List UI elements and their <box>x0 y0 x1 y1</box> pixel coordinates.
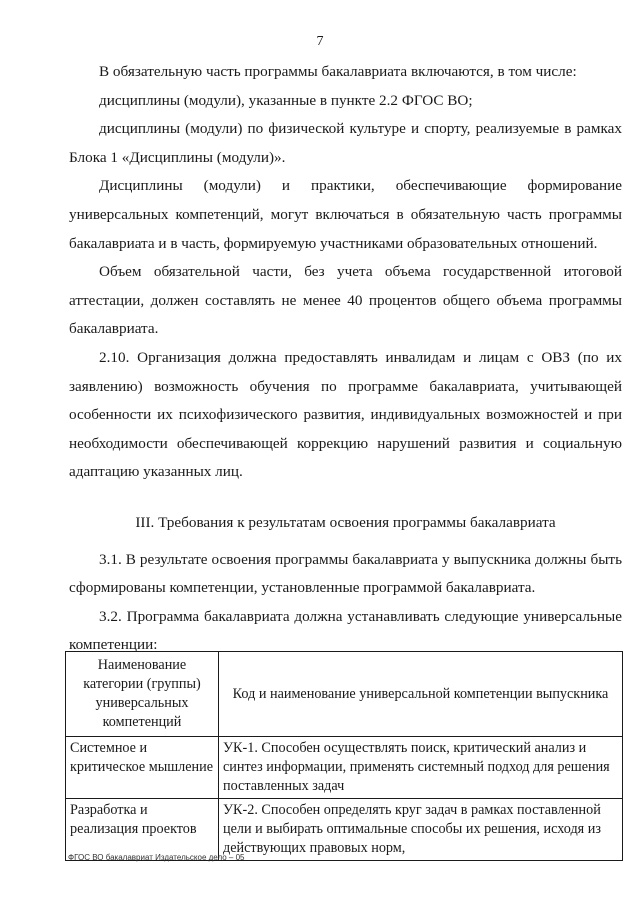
table-header-category: Наименование категории (группы) универсальных компетенций <box>66 652 219 737</box>
page-number: 7 <box>316 34 324 49</box>
paragraph-disciplines-fgos: дисциплины (модули), указанные в пункте 2.2 ФГОС ВО; <box>99 91 473 109</box>
table-cell-competence: УК-2. Способен определять круг задач в рамках поставленной цели и выбирать оптимальные способы их решения, исходя из действующих правовых норм, <box>219 799 623 861</box>
paragraph-disciplines-sport: дисциплины (модули) по физической культуре и спорту, реализуемые в рамках Блока 1 «Дисциплины (модули)». <box>69 120 622 166</box>
table-cell-category: Системное и критическое мышление <box>66 737 219 799</box>
section-heading: III. Требования к результатам освоения программы бакалавриата <box>135 513 556 531</box>
competences-table <box>65 651 623 861</box>
table-row <box>66 737 623 799</box>
table-row <box>66 799 623 861</box>
paragraph-mandatory-volume: Объем обязательной части, без учета объема государственной итоговой аттестации, должен составлять не менее 40 процентов общего объема программы бакалавриата. <box>69 263 622 338</box>
table-header-competence: Код и наименование универсальной компетенции выпускника <box>219 652 623 737</box>
paragraph-universal-competences: Дисциплины (модули) и практики, обеспечивающие формирование универсальных компетенций, могут включаться в обязательную часть программы бакалавриата и в часть, формируемую участниками образовательных отношений. <box>69 177 622 252</box>
paragraph-mandatory-part-intro: В обязательную часть программы бакалавриата включаются, в том числе: <box>99 63 577 80</box>
paragraph-2-10-disabled-access: 2.10. Организация должна предоставлять инвалидам и лицам с ОВЗ (по их заявлению) возможность обучения по программе бакалавриата, учитывающей особенности их психофизического развития, индивидуальных возможностей и при необходимости обеспечивающей коррекцию нарушений развития и социальную адаптацию указанных лиц. <box>69 348 622 481</box>
paragraph-3-1: 3.1. В результате освоения программы бакалавриата у выпускника должны быть сформированы компетенции, установленные программой бакалавриата. <box>69 550 622 597</box>
page-footer: ФГОС ВО бакалавриат Издательское дело – 05 <box>68 853 245 862</box>
document-body <box>69 58 622 660</box>
table-header-row <box>66 652 623 737</box>
table-cell-category: Разработка и реализация проектов <box>66 799 219 861</box>
table-cell-competence: УК-1. Способен осуществлять поиск, критический анализ и синтез информации, применять системный подход для решения поставленных задач <box>219 737 623 799</box>
paragraph-3-2: 3.2. Программа бакалавриата должна устанавливать следующие универсальные компетенции: <box>69 607 622 654</box>
